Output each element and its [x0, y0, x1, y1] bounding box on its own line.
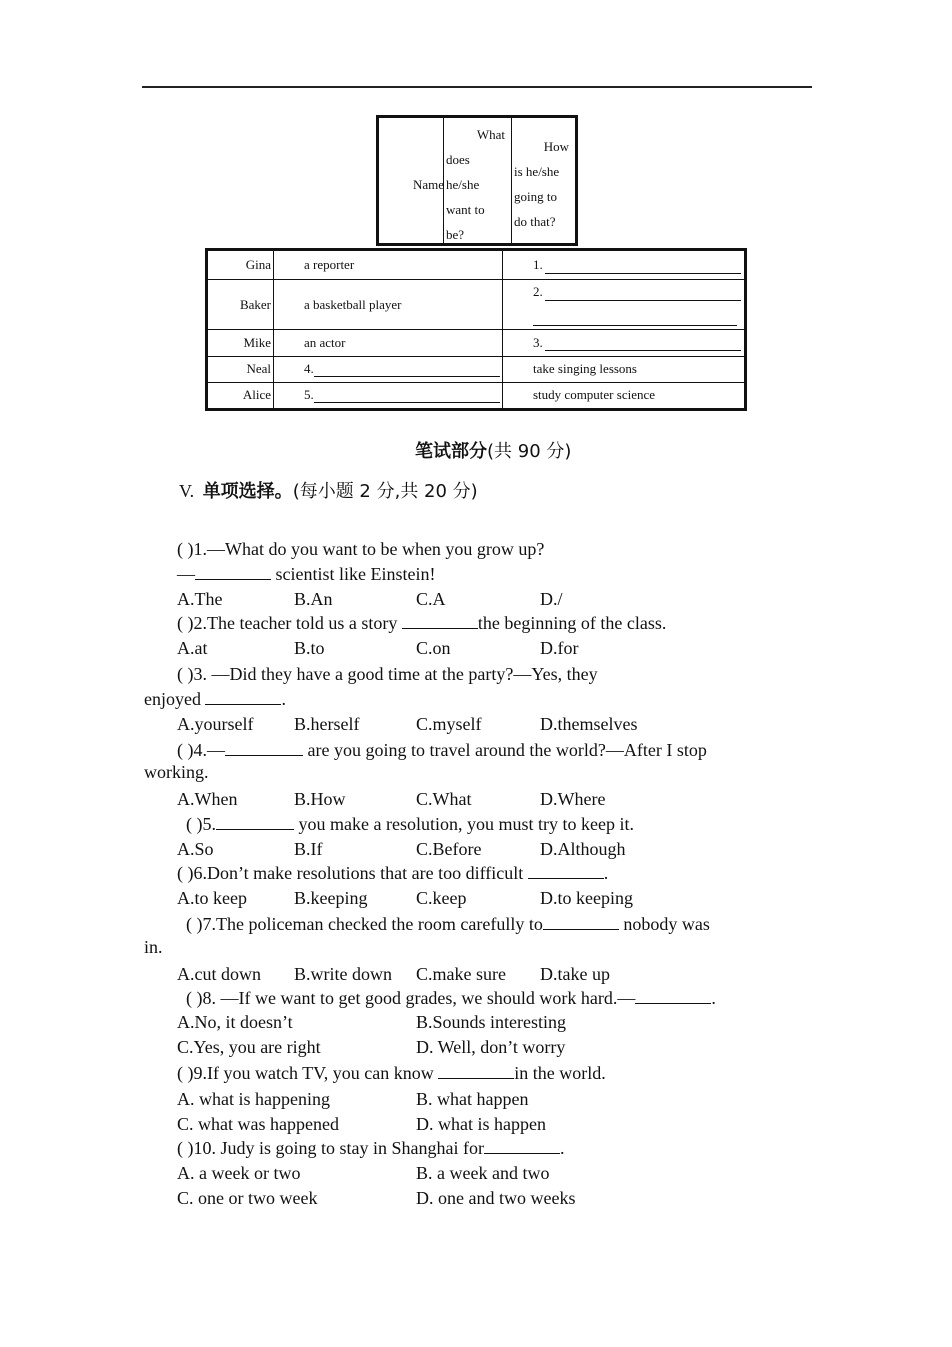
question-text: ( )7.The policeman checked the room carefully to — [186, 914, 543, 934]
question-9 — [177, 1062, 606, 1084]
question-text: scientist like Einstein! — [271, 564, 436, 584]
q5-opt-a: A.So — [177, 839, 214, 859]
answer-blank — [216, 813, 294, 830]
question-3-line2 — [144, 688, 286, 710]
q6-opt-d: D.to keeping — [540, 888, 633, 908]
q6-opt-a: A.to keep — [177, 888, 247, 908]
row-how: 1. — [533, 257, 543, 272]
section-title: 笔试部分 — [415, 441, 487, 462]
question-text: ( )4.— — [177, 740, 225, 760]
q10-opt-a: A. a week or two — [177, 1163, 301, 1183]
answer-blank — [545, 300, 741, 301]
question-text: . — [603, 863, 609, 883]
part-v-heading — [179, 477, 478, 503]
q2-opt-b: B.to — [294, 638, 325, 658]
header-name-label: Name — [412, 177, 444, 192]
question-8 — [186, 987, 716, 1009]
question-text: — — [177, 564, 195, 584]
answer-blank — [195, 563, 271, 580]
part-v-title: 单项选择。 — [202, 481, 293, 502]
question-text: ( )5. — [186, 814, 216, 834]
row-want: a reporter — [304, 257, 355, 272]
header-how-cell — [512, 118, 575, 243]
q10-opt-d: D. one and two weeks — [416, 1188, 576, 1208]
answer-blank — [484, 1137, 560, 1154]
q5-opt-c: C.Before — [416, 839, 482, 859]
answer-blank — [314, 402, 500, 403]
row-how: take singing lessons — [533, 361, 637, 376]
q1-opt-d: D./ — [540, 589, 563, 609]
question-text: enjoyed — [144, 689, 206, 709]
row-name: Neal — [246, 361, 271, 376]
question-text: . — [281, 689, 286, 709]
q3-opt-c: C.myself — [416, 714, 482, 734]
q7-opt-c: C.make sure — [416, 964, 506, 984]
table-row — [208, 357, 744, 383]
row-name: Gina — [245, 257, 271, 272]
table-row — [208, 251, 744, 280]
q6-opt-c: C.keep — [416, 888, 467, 908]
question-text: are you going to travel around the world?—After I stop — [303, 740, 707, 760]
q7-opt-b: B.write down — [294, 964, 392, 984]
q2-opt-c: C.on — [416, 638, 451, 658]
row-want: an actor — [304, 335, 346, 350]
top-rule — [142, 86, 812, 88]
question-3 — [177, 664, 598, 685]
q3-opt-a: A.yourself — [177, 714, 254, 734]
header-what-cell — [444, 118, 512, 243]
row-name: Baker — [239, 297, 271, 312]
section-score: (共 90 分) — [487, 441, 572, 462]
answer-blank — [543, 913, 619, 930]
question-text: in the world. — [514, 1063, 606, 1083]
question-text: . — [559, 1138, 565, 1158]
question-7 — [186, 913, 710, 935]
row-how: 2. — [533, 284, 543, 299]
header-what-rest: does he/she want to be? — [446, 152, 485, 242]
header-table — [376, 115, 578, 246]
q8-opt-d: D. Well, don’t worry — [416, 1037, 566, 1057]
q7-opt-d: D.take up — [540, 964, 610, 984]
plans-table — [205, 248, 747, 411]
question-1 — [177, 539, 544, 560]
q8-opt-b: B.Sounds interesting — [416, 1012, 567, 1032]
row-name: Mike — [243, 335, 271, 350]
header-how-label: How — [543, 139, 569, 154]
q6-opt-b: B.keeping — [294, 888, 368, 908]
q3-opt-b: B.herself — [294, 714, 360, 734]
q10-opt-b: B. a week and two — [416, 1163, 550, 1183]
question-text: ( )6.Don’t make resolutions that are too difficult — [177, 863, 528, 883]
answer-blank — [438, 1062, 514, 1079]
question-text: nobody was — [618, 914, 710, 934]
q1-opt-b: B.An — [294, 589, 333, 609]
question-text: ( )1.—What do you want to be when you grow up? — [177, 539, 545, 559]
section-heading — [415, 437, 571, 463]
q8-opt-a: A.No, it doesn’t — [177, 1012, 293, 1032]
part-v-number: V. — [179, 481, 195, 501]
answer-blank — [635, 987, 711, 1004]
q4-opt-a: A.When — [177, 789, 238, 809]
table-row — [208, 330, 744, 357]
answer-blank — [545, 350, 741, 351]
answer-blank — [314, 376, 500, 377]
question-text: ( )8. —If we want to get good grades, we should work hard.— — [186, 988, 636, 1008]
header-name-cell — [379, 118, 444, 243]
q9-opt-d: D. what is happen — [416, 1114, 546, 1134]
q9-opt-b: B. what happen — [416, 1089, 529, 1109]
question-text: ( )2.The teacher told us a story — [177, 613, 402, 633]
question-text: ( )3. —Did they have a good time at the party?—Yes, they — [177, 664, 598, 684]
header-what-label: What — [476, 127, 505, 142]
row-want: 4. — [304, 361, 314, 376]
q5-opt-d: D.Although — [540, 839, 626, 859]
header-how-rest: is he/she going to do that? — [514, 164, 560, 229]
q7-opt-a: A.cut down — [177, 964, 261, 984]
question-text: you make a resolution, you must try to keep it. — [294, 814, 634, 834]
question-1-line2 — [177, 563, 435, 585]
q8-opt-c: C.Yes, you are right — [177, 1037, 321, 1057]
q4-opt-c: C.What — [416, 789, 472, 809]
question-text: ( )9.If you watch TV, you can know — [177, 1063, 439, 1083]
answer-blank — [402, 612, 478, 629]
question-text: the beginning of the class. — [477, 613, 667, 633]
q2-opt-a: A.at — [177, 638, 208, 658]
row-how: study computer science — [533, 387, 656, 402]
row-want: 5. — [304, 387, 314, 402]
q5-opt-b: B.If — [294, 839, 323, 859]
q2-opt-d: D.for — [540, 638, 579, 658]
question-6 — [177, 862, 608, 884]
q4-opt-b: B.How — [294, 789, 346, 809]
q10-opt-c: C. one or two week — [177, 1188, 318, 1208]
part-v-note: (每小题 2 分,共 20 分) — [292, 481, 478, 502]
question-7-line2: in. — [144, 937, 163, 957]
q1-opt-a: A.The — [177, 589, 223, 609]
answer-blank — [205, 688, 281, 705]
row-name: Alice — [242, 387, 271, 402]
row-want: a basketball player — [304, 297, 402, 312]
table-row — [208, 383, 744, 408]
question-10 — [177, 1137, 564, 1159]
q4-opt-d: D.Where — [540, 789, 606, 809]
question-text: ( )10. Judy is going to stay in Shanghai for — [177, 1138, 484, 1158]
question-5 — [186, 813, 634, 835]
answer-blank — [528, 862, 604, 879]
question-4-line2: working. — [144, 762, 209, 782]
table-row — [208, 280, 744, 330]
question-2 — [177, 612, 666, 634]
q9-opt-a: A. what is happening — [177, 1089, 330, 1109]
answer-blank — [533, 325, 737, 326]
q9-opt-c: C. what was happened — [177, 1114, 339, 1134]
row-how: 3. — [533, 335, 543, 350]
question-text: . — [711, 988, 716, 1008]
q3-opt-d: D.themselves — [540, 714, 638, 734]
answer-blank — [545, 273, 741, 274]
question-4 — [177, 739, 707, 761]
q1-opt-c: C.A — [416, 589, 446, 609]
answer-blank — [225, 739, 303, 756]
